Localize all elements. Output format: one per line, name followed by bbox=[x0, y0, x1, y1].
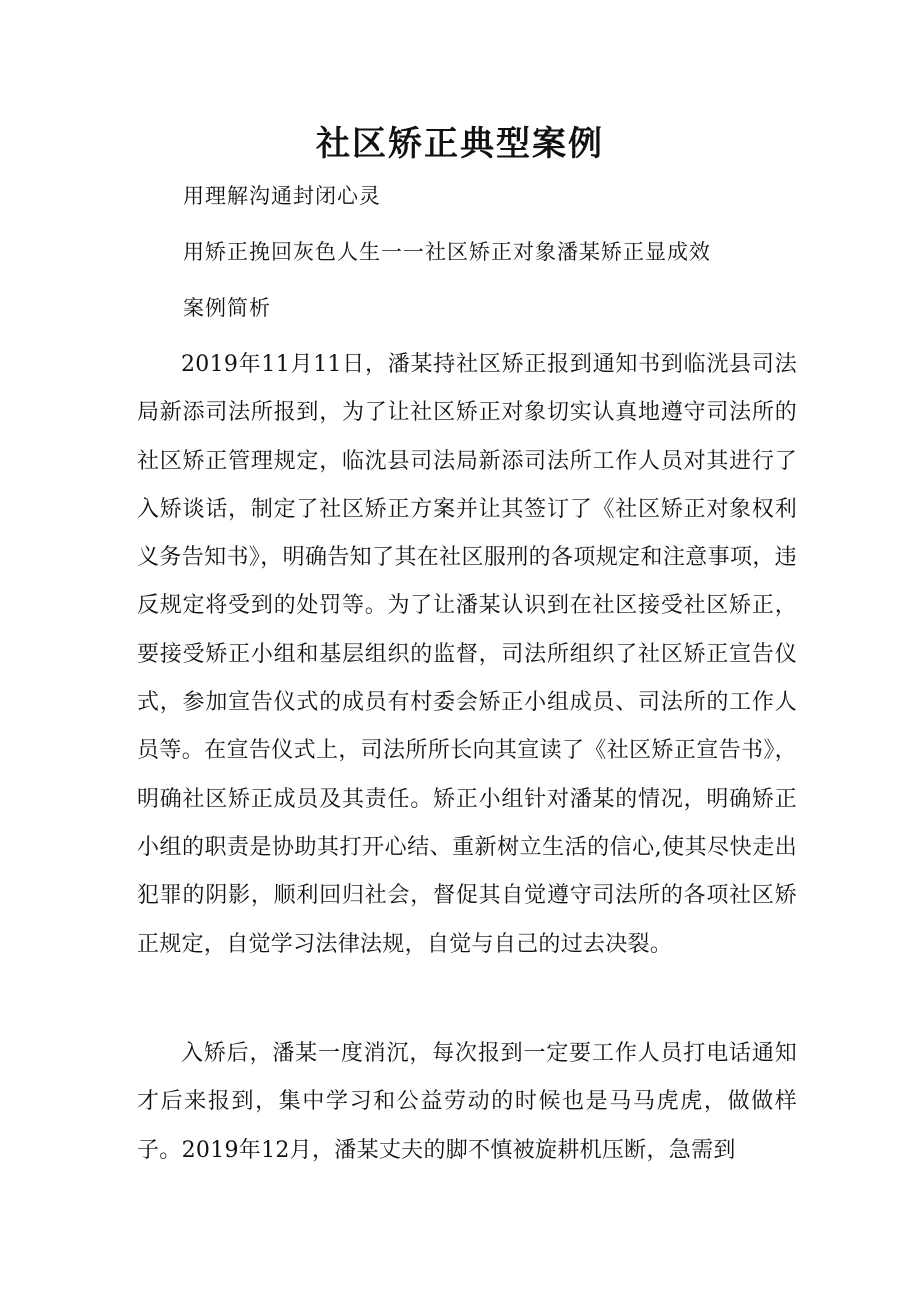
document-title: 社区矫正典型案例 bbox=[316, 124, 604, 164]
subtitle-2: 用矫正挽回灰色人生一一社区矫正对象潘某矫正显成效 bbox=[183, 240, 711, 264]
subtitle-1: 用理解沟通封闭心灵 bbox=[183, 184, 381, 208]
section-heading: 案例简析 bbox=[183, 296, 271, 320]
body-paragraph-1: 2019年11月11日，潘某持社区矫正报到通知书到临洸县司法局新添司法所报到，为了让社区矫正对象切实认真地遵守司法所的社区矫正管理规定，临沈县司法局新添司法所工作人员对其进行了入矫谈话，制定了社区矫正方案并让其签订了《社区矫正对象权利义务告知书》，明确告知了其在社区服刑的各项规定和注意事项，违反规定将受到的处罚等。为了让潘某认识到在社区接受社区矫正，要接受矫正小组和基层组织的监督，司法所组织了社区矫正宣告仪式，参加宣告仪式的成员有村委会矫正小组成员、司法所的工作人员等。在宣告仪式上，司法所所长向其宣读了《社区矫正宣告书》，明确社区矫正成员及其责任。矫正小组针对潘某的情况，明确矫正小组的职责是协助其打开心结、重新树立生活的信心,使其尽快走出犯罪的阴影，顺利回归社会，督促其自觉遵守司法所的各项社区矫正规定，自觉学习法律法规，自觉与自己的过去决裂。 bbox=[137, 352, 797, 957]
body-paragraph-2: 入矫后，潘某一度消沉，每次报到一定要工作人员打电话通知才后来报到，集中学习和公益劳动的时候也是马马虎虎，做做样子。2019年12月，潘某丈夫的脚不慎被旋耕机压断，急需到 bbox=[137, 1041, 797, 1163]
